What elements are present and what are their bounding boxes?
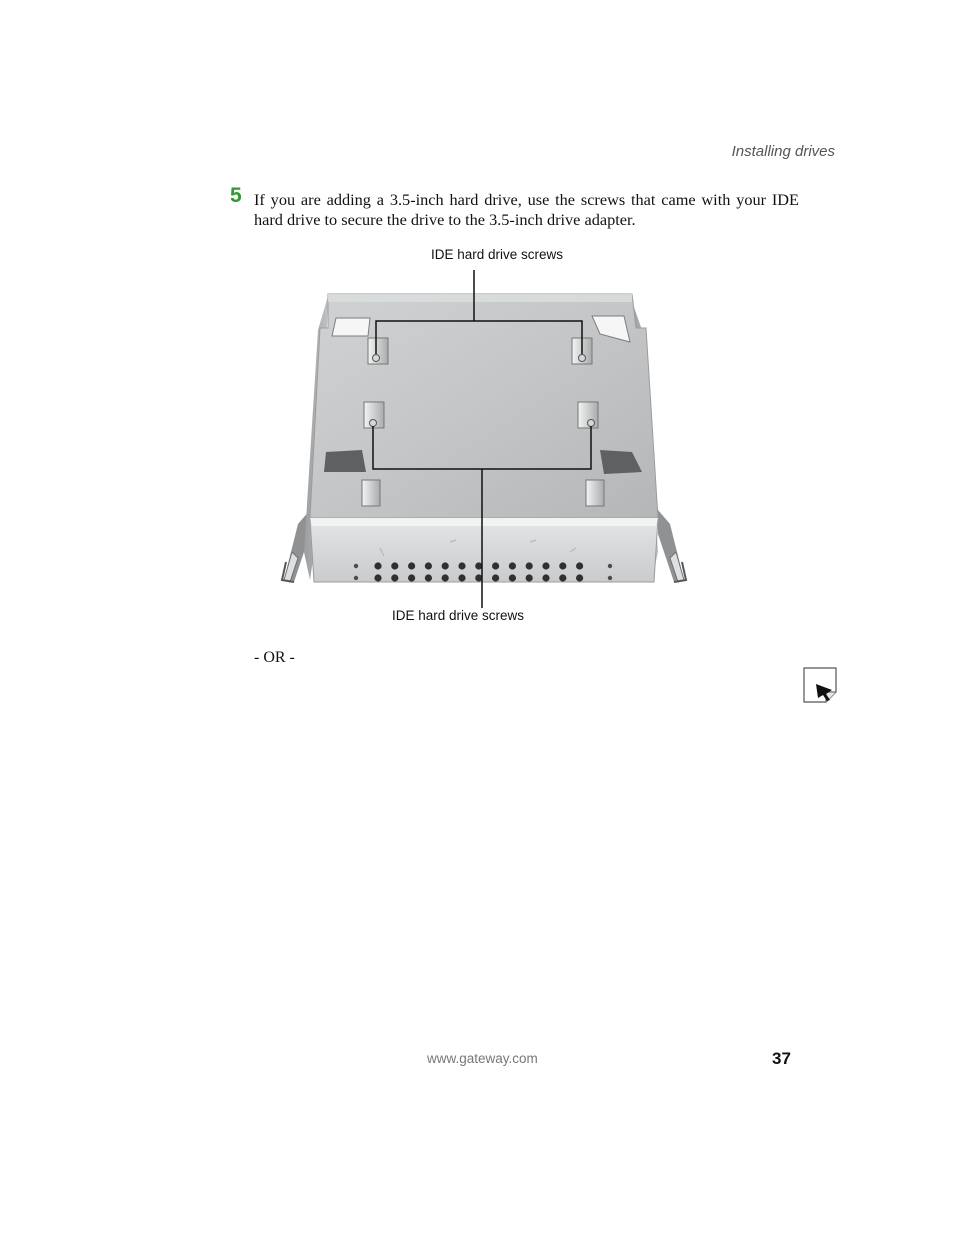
vent-hole (492, 574, 499, 581)
vent-hole (576, 574, 583, 581)
vent-hole (391, 562, 398, 569)
right-rail (658, 510, 686, 582)
screw-tab-top-left (368, 338, 388, 364)
vent-hole (458, 574, 465, 581)
page-number: 37 (772, 1049, 791, 1068)
vent-hole (542, 562, 549, 569)
vent-hole (374, 574, 381, 581)
or-separator: - OR - (254, 649, 295, 666)
vent-hole (408, 574, 415, 581)
step-number: 5 (230, 184, 242, 207)
vent-hole (509, 562, 516, 569)
vent-hole-small (354, 576, 358, 580)
vent-hole (425, 574, 432, 581)
vent-hole (442, 562, 449, 569)
screw-tab-mid-left (364, 402, 384, 428)
vent-hole (408, 562, 415, 569)
vent-hole (374, 562, 381, 569)
running-header: Installing drives (731, 143, 835, 160)
vent-hole (442, 574, 449, 581)
callout-label-bottom: IDE hard drive screws (392, 608, 525, 623)
vent-hole (425, 562, 432, 569)
vent-hole (492, 562, 499, 569)
page-curl-arrow-icon (802, 666, 838, 704)
vent-hole (526, 574, 533, 581)
vent-hole (576, 562, 583, 569)
footer-url[interactable]: www.gateway.com (427, 1051, 538, 1066)
screw-tab-mid-right (578, 402, 598, 428)
vent-hole (458, 562, 465, 569)
tab-bottom-right (586, 480, 604, 506)
vent-hole (559, 574, 566, 581)
vent-hole (391, 574, 398, 581)
tab-bottom-left (362, 480, 380, 506)
step-instruction: If you are adding a 3.5-inch hard drive, use the screws that came with your IDE hard drive to secure the drive to the 3.5-inch drive adapter. (254, 190, 799, 229)
vent-hole (559, 562, 566, 569)
vent-hole (509, 574, 516, 581)
callout-label-top: IDE hard drive screws (431, 247, 564, 262)
front-panel (310, 518, 658, 582)
vent-hole (526, 562, 533, 569)
drive-adapter-illustration (270, 262, 700, 612)
vent-hole (542, 574, 549, 581)
vent-hole-small (608, 564, 612, 568)
vent-hole-small (354, 564, 358, 568)
vent-hole-small (608, 576, 612, 580)
